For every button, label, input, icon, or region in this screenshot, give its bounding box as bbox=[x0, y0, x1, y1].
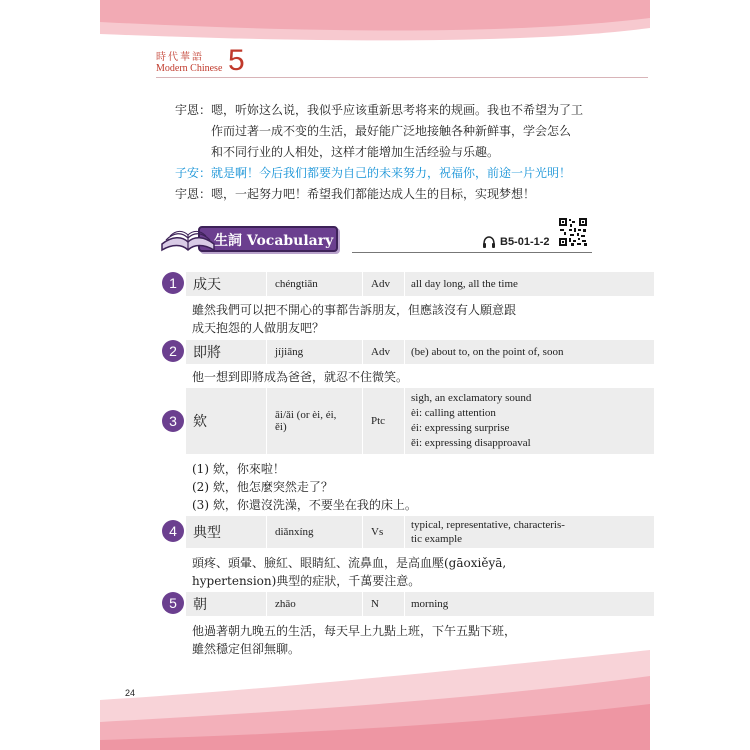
dialog-line: 就是啊！今后我们都要为自己的未来努力，祝福你，前途一片光明！ bbox=[211, 166, 572, 180]
audio-code: B5-01-1-2 bbox=[500, 236, 550, 248]
entry-definition: typical, representative, characteris- bbox=[411, 519, 565, 531]
vocabulary-banner bbox=[158, 218, 348, 258]
entry-example: 成天抱怨的人做朋友吧？ bbox=[192, 321, 325, 335]
entry-row bbox=[186, 272, 654, 296]
entry-number: 2 bbox=[162, 340, 184, 362]
entry-pinyin-cell bbox=[266, 388, 362, 454]
entry-number: 1 bbox=[162, 272, 184, 294]
dialog-turn-2 bbox=[175, 163, 605, 184]
entry-example: (3) 欸，你還沒洗澡，不要坐在我的床上。 bbox=[192, 498, 417, 512]
entry-part-of-speech: Vs bbox=[362, 516, 404, 548]
dialog-line: 嗯，听妳这么说，我似乎应该重新思考将来的规画。我也不希望为了工 bbox=[211, 103, 584, 117]
entry-part-of-speech: Adv bbox=[362, 340, 404, 364]
dialog-speaker: 宇恩： bbox=[175, 187, 212, 201]
entry-row bbox=[186, 388, 654, 454]
volume-number: 5 bbox=[228, 44, 245, 77]
dialog-turn-1 bbox=[175, 100, 605, 163]
entry-number: 5 bbox=[162, 592, 184, 614]
entry-pinyin-continued: ěi) bbox=[275, 421, 287, 433]
entry-definition: all day long, all the time bbox=[404, 272, 654, 296]
dialog-speaker: 宇恩： bbox=[175, 103, 212, 117]
open-book-icon bbox=[158, 218, 218, 258]
series-title-english: Modern Chinese bbox=[156, 63, 223, 74]
entry-number: 4 bbox=[162, 520, 184, 542]
page-number: 24 bbox=[125, 688, 136, 698]
entry-definition: (be) about to, on the point of, soon bbox=[404, 340, 654, 364]
vocabulary-heading: 生詞 Vocabulary bbox=[198, 226, 338, 252]
entry-part-of-speech: N bbox=[362, 592, 404, 616]
entry-word: 成天 bbox=[193, 277, 221, 293]
entry-example: 他一想到即將成為爸爸，就忍不住微笑。 bbox=[192, 370, 409, 384]
entry-definition: morning bbox=[404, 592, 654, 616]
entry-definition: èi: calling attention bbox=[411, 407, 496, 419]
entry-definition: ěi: expressing disapproaval bbox=[411, 437, 531, 449]
dialog-section bbox=[175, 100, 605, 205]
entry-row bbox=[186, 516, 654, 548]
header-divider bbox=[156, 77, 648, 78]
qr-code-icon[interactable] bbox=[558, 217, 588, 247]
entry-definition: sigh, an exclamatory sound bbox=[411, 392, 532, 404]
entry-part-of-speech: Adv bbox=[362, 272, 404, 296]
entry-definition-cell bbox=[404, 516, 654, 548]
entry-pinyin: chéngtiān bbox=[266, 272, 362, 296]
entry-word: 典型 bbox=[193, 525, 221, 541]
dialog-line: 作而过著一成不变的生活，最好能广泛地接触各种新鲜事，学会怎么 bbox=[211, 124, 572, 138]
audio-track[interactable] bbox=[482, 236, 550, 248]
entry-pinyin: jíjiāng bbox=[266, 340, 362, 364]
audio-divider bbox=[352, 252, 592, 253]
entry-pinyin: āi/ǎi (or èi, éi, bbox=[275, 409, 337, 421]
entry-definition-cell bbox=[404, 388, 654, 454]
entry-example: hypertension)典型的症狀，千萬要注意。 bbox=[192, 574, 421, 588]
entry-row bbox=[186, 592, 654, 616]
entry-part-of-speech: Ptc bbox=[362, 388, 404, 454]
entry-example: (2) 欸，他怎麼突然走了？ bbox=[192, 480, 333, 494]
entry-row bbox=[186, 340, 654, 364]
entry-example: 雖然我們可以把不開心的事都告訴朋友，但應該沒有人願意跟 bbox=[192, 303, 517, 317]
dialog-speaker: 子安： bbox=[175, 166, 212, 180]
entry-word: 朝 bbox=[193, 597, 207, 613]
entry-pinyin: zhāo bbox=[266, 592, 362, 616]
entry-word: 即將 bbox=[193, 345, 221, 361]
dialog-turn-3 bbox=[175, 184, 605, 205]
headphones-icon bbox=[482, 236, 496, 248]
entry-example: 他過著朝九晚五的生活，每天早上九點上班，下午五點下班， bbox=[192, 624, 517, 638]
series-title-chinese: 時代華語 bbox=[156, 52, 204, 63]
entry-example: 雖然穩定但卻無聊。 bbox=[192, 642, 301, 656]
entry-example: (1) 欸，你來啦！ bbox=[192, 462, 285, 476]
entry-number: 3 bbox=[162, 410, 184, 432]
entry-pinyin: diǎnxíng bbox=[266, 516, 362, 548]
dialog-line: 嗯，一起努力吧！希望我们都能达成人生的目标，实现梦想！ bbox=[211, 187, 536, 201]
entry-definition: tic example bbox=[411, 533, 463, 545]
entry-example: 頭疼、頭暈、臉紅、眼睛紅、流鼻血，是高血壓(gāoxiěyā, bbox=[192, 556, 507, 570]
dialog-line: 和不同行业的人相处，这样才能增加生活经验与乐趣。 bbox=[211, 145, 500, 159]
entry-definition: éi: expressing surprise bbox=[411, 422, 510, 434]
entry-word: 欸 bbox=[193, 414, 207, 430]
